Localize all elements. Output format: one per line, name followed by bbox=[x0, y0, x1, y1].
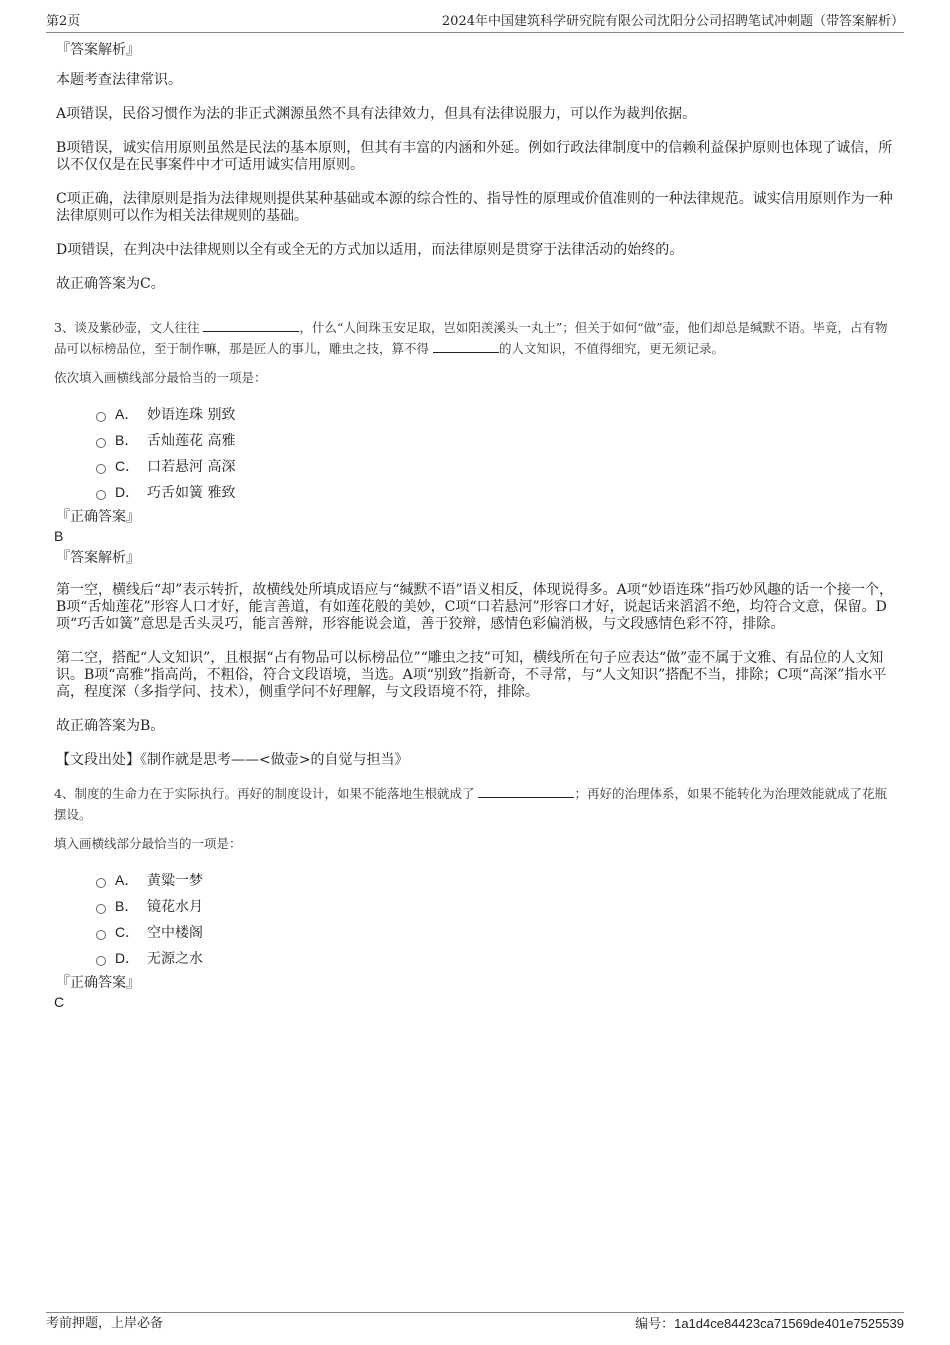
q3-option-d[interactable]: D． 巧舌如簧 雅致 bbox=[96, 479, 896, 505]
fill-blank bbox=[203, 319, 299, 332]
radio-icon[interactable] bbox=[96, 956, 106, 966]
q4-prompt: 填入画横线部分最恰当的一项是： bbox=[54, 836, 242, 851]
q4-option-d[interactable]: D． 无源之水 bbox=[96, 945, 896, 971]
radio-icon[interactable] bbox=[96, 904, 106, 914]
page-number: 第2页 bbox=[46, 14, 81, 29]
q4-options bbox=[96, 867, 896, 971]
q2-analysis-tag: 『答案解析』 bbox=[56, 42, 140, 58]
q3-analysis-line: 第二空，搭配“人文知识”，且根据“占有物品可以标榜品位”“雕虫之技”可知，横线所在句子应表达“做”壶不属于文雅、有品位的人文知识。B项“高雅”指高尚，不粗俗，符合文段语境，当选。A项“别致”指新奇，不寻常，与“人文知识”搭配不当，排除；C项“高深”指水平高，程度深（多指学问、技术），侧重学问不好理解，与文段语境不符，排除。 bbox=[56, 650, 887, 700]
q3-option-b[interactable]: B． 舌灿莲花 高雅 bbox=[96, 427, 896, 453]
q3-analysis-tag: 『答案解析』 bbox=[56, 550, 140, 566]
q3-source: 【文段出处】《制作就是思考——<做壶>的自觉与担当》 bbox=[56, 752, 409, 768]
q3-option-a[interactable]: A． 妙语连珠 别致 bbox=[96, 401, 896, 427]
page-content bbox=[56, 40, 896, 1011]
radio-icon[interactable] bbox=[96, 412, 106, 422]
radio-icon[interactable] bbox=[96, 930, 106, 940]
q3-prompt: 依次填入画横线部分最恰当的一项是： bbox=[54, 370, 267, 385]
page-footer bbox=[46, 1312, 904, 1332]
page-header bbox=[46, 12, 904, 33]
q3-analysis-line: 第一空，横线后“却”表示转折，故横线处所填成语应与“缄默不语”语义相反，体现说得多。A项“妙语连珠”指巧妙风趣的话一个接一个，B项“舌灿莲花”形容人口才好，能言善道，有如莲花般的美妙，C项“口若悬河”形容口才好，说起话来滔滔不绝，均符合文意，保留。D项“巧舌如簧”意思是舌头灵巧，能言善辩，形容能说会道，善于狡辩，感情色彩偏消极，与文段感情色彩不符，排除。 bbox=[56, 582, 894, 632]
q3-options bbox=[96, 401, 896, 505]
q2-analysis-line: C项正确，法律原则是指为法律规则提供某种基础或本源的综合性的、指导性的原理或价值准则的一种法律规范。诚实信用原则作为一种法律原则可以作为相关法律规则的基础。 bbox=[56, 191, 893, 224]
document-code: 编号：1a1d4ce84423ca71569de401e7525539 bbox=[635, 1316, 904, 1332]
radio-icon[interactable] bbox=[96, 438, 106, 448]
q4-option-b[interactable]: B． 镜花水月 bbox=[96, 893, 896, 919]
q2-analysis-line: A项错误，民俗习惯作为法的非正式渊源虽然不具有法律效力，但具有法律说服力，可以作为裁判依据。 bbox=[56, 106, 697, 122]
q3-option-c[interactable]: C． 口若悬河 高深 bbox=[96, 453, 896, 479]
radio-icon[interactable] bbox=[96, 464, 106, 474]
q4-answer-tag: 『正确答案』 bbox=[56, 975, 140, 991]
q2-analysis-line: 本题考查法律常识。 bbox=[56, 72, 182, 88]
q3-final-answer: 故正确答案为B。 bbox=[56, 718, 165, 734]
q4-option-c[interactable]: C． 空中楼阁 bbox=[96, 919, 896, 945]
fill-blank bbox=[478, 785, 574, 798]
q3-question-text: 3、谈及紫砂壶，文人往往 ，什么“人间珠玉安足取，岂如阳羡溪头一丸土”；但关于如何“做”壶，他们却总是缄默不语。毕竟，占有物品可以标榜品位，至于制作嘛，那是匠人的事儿，雕虫之技，算不得 的人文知识，不值得细究，更无须记录。 bbox=[54, 320, 888, 356]
radio-icon[interactable] bbox=[96, 490, 106, 500]
footer-slogan: 考前押题，上岸必备 bbox=[46, 1316, 164, 1331]
q2-analysis-line: B项错误，诚实信用原则虽然是民法的基本原则，但其有丰富的内涵和外延。例如行政法律制度中的信赖利益保护原则也体现了诚信，所以不仅仅是在民事案件中才可适用诚实信用原则。 bbox=[56, 140, 893, 173]
document-title: 2024年中国建筑科学研究院有限公司沈阳分公司招聘笔试冲刺题（带答案解析） bbox=[441, 14, 904, 29]
q4-answer: C bbox=[54, 994, 65, 1010]
q2-analysis-line: D项错误，在判决中法律规则以全有或全无的方式加以适用，而法律原则是贯穿于法律活动的始终的。 bbox=[56, 242, 684, 258]
q4-question-text: 4、制度的生命力在于实际执行。再好的制度设计，如果不能落地生根就成了 ；再好的治理体系，如果不能转化为治理效能就成了花瓶摆设。 bbox=[54, 786, 887, 822]
q3-answer: B bbox=[54, 528, 64, 544]
radio-icon[interactable] bbox=[96, 878, 106, 888]
q2-final-answer: 故正确答案为C。 bbox=[56, 276, 165, 292]
q3-answer-tag: 『正确答案』 bbox=[56, 509, 140, 525]
q4-option-a[interactable]: A． 黄粱一梦 bbox=[96, 867, 896, 893]
fill-blank bbox=[433, 340, 499, 353]
